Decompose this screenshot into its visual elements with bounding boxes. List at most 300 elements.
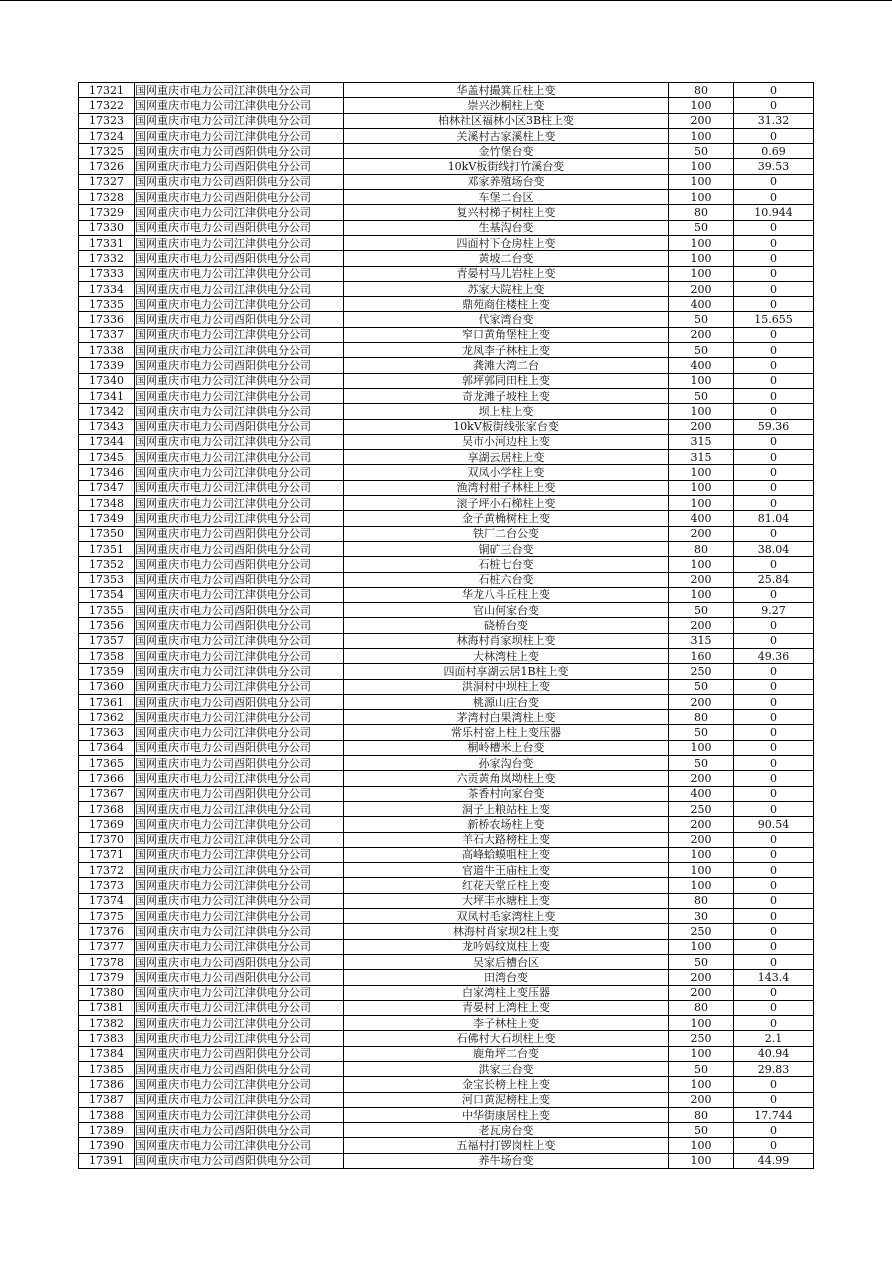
row-id-cell: 17355 [79,603,135,618]
capacity-cell: 80 [669,541,734,556]
transformer-name-cell: 金竹堡台变 [344,144,669,159]
transformer-table [78,82,814,1169]
table-row [79,327,814,342]
row-id-cell: 17374 [79,893,135,908]
capacity-cell: 100 [669,98,734,113]
value-cell: 0 [734,128,814,143]
row-id-cell: 17349 [79,511,135,526]
row-id-cell: 17366 [79,771,135,786]
capacity-cell: 400 [669,786,734,801]
capacity-cell: 100 [669,878,734,893]
transformer-name-cell: 洪家三台变 [344,1062,669,1077]
transformer-name-cell: 双凤小学柱上变 [344,465,669,480]
capacity-cell: 100 [669,587,734,602]
company-cell: 国网重庆市电力公司酉阳供电分公司 [135,312,344,327]
value-cell: 81.04 [734,511,814,526]
company-cell: 国网重庆市电力公司江津供电分公司 [135,924,344,939]
table-row [79,1107,814,1122]
row-id-cell: 17329 [79,205,135,220]
table-row [79,1153,814,1168]
company-cell: 国网重庆市电力公司酉阳供电分公司 [135,1046,344,1061]
table-row [79,343,814,358]
transformer-name-cell: 柏林社区福林小区3B柱上变 [344,113,669,128]
capacity-cell: 100 [669,1138,734,1153]
table-row [79,924,814,939]
row-id-cell: 17324 [79,128,135,143]
value-cell: 0 [734,1000,814,1015]
transformer-name-cell: 白家湾柱上变压器 [344,985,669,1000]
capacity-cell: 80 [669,1000,734,1015]
capacity-cell: 200 [669,113,734,128]
value-cell: 0 [734,450,814,465]
capacity-cell: 50 [669,954,734,969]
row-id-cell: 17341 [79,388,135,403]
company-cell: 国网重庆市电力公司江津供电分公司 [135,847,344,862]
row-id-cell: 17342 [79,404,135,419]
company-cell: 国网重庆市电力公司江津供电分公司 [135,725,344,740]
capacity-cell: 50 [669,144,734,159]
value-cell: 0 [734,832,814,847]
table-row [79,1016,814,1031]
value-cell: 0 [734,1077,814,1092]
company-cell: 国网重庆市电力公司江津供电分公司 [135,710,344,725]
row-id-cell: 17357 [79,633,135,648]
value-cell: 40.94 [734,1046,814,1061]
transformer-name-cell: 滚子坪小石梯柱上变 [344,496,669,511]
table-row [79,1123,814,1138]
row-id-cell: 17360 [79,679,135,694]
table-row [79,587,814,602]
table-row [79,312,814,327]
transformer-name-cell: 黄坡二台变 [344,251,669,266]
table-row [79,220,814,235]
value-cell: 0 [734,694,814,709]
table-body [79,83,814,1169]
company-cell: 国网重庆市电力公司酉阳供电分公司 [135,358,344,373]
value-cell: 0 [734,664,814,679]
company-cell: 国网重庆市电力公司江津供电分公司 [135,388,344,403]
value-cell: 0 [734,786,814,801]
capacity-cell: 100 [669,251,734,266]
row-id-cell: 17377 [79,939,135,954]
transformer-name-cell: 养牛场台变 [344,1153,669,1168]
company-cell: 国网重庆市电力公司江津供电分公司 [135,113,344,128]
company-cell: 国网重庆市电力公司江津供电分公司 [135,297,344,312]
company-cell: 国网重庆市电力公司酉阳供电分公司 [135,190,344,205]
company-cell: 国网重庆市电力公司酉阳供电分公司 [135,1062,344,1077]
value-cell: 0 [734,343,814,358]
capacity-cell: 100 [669,1077,734,1092]
table-row [79,144,814,159]
row-id-cell: 17340 [79,373,135,388]
row-id-cell: 17352 [79,557,135,572]
company-cell: 国网重庆市电力公司江津供电分公司 [135,83,344,98]
value-cell: 0 [734,633,814,648]
transformer-name-cell: 渔湾村柑子林柱上变 [344,480,669,495]
value-cell: 0 [734,98,814,113]
table-row [79,190,814,205]
capacity-cell: 50 [669,756,734,771]
capacity-cell: 100 [669,480,734,495]
value-cell: 0 [734,327,814,342]
table-row [79,710,814,725]
transformer-name-cell: 石佛村大石坝柱上变 [344,1031,669,1046]
transformer-name-cell: 10kV板街线张家台变 [344,419,669,434]
transformer-name-cell: 龚滩大湾二台 [344,358,669,373]
row-id-cell: 17382 [79,1016,135,1031]
value-cell: 0 [734,893,814,908]
capacity-cell: 315 [669,633,734,648]
transformer-name-cell: 坝上柱上变 [344,404,669,419]
value-cell: 0 [734,557,814,572]
table-row [79,618,814,633]
row-id-cell: 17347 [79,480,135,495]
table-row [79,128,814,143]
transformer-name-cell: 桃源山庄台变 [344,694,669,709]
capacity-cell: 200 [669,970,734,985]
capacity-cell: 100 [669,740,734,755]
transformer-name-cell: 龙凤李子林柱上变 [344,343,669,358]
table-row [79,1138,814,1153]
capacity-cell: 100 [669,939,734,954]
capacity-cell: 80 [669,1107,734,1122]
table-row [79,419,814,434]
value-cell: 0 [734,1123,814,1138]
capacity-cell: 200 [669,694,734,709]
transformer-name-cell: 孙家沟台变 [344,756,669,771]
table-row [79,633,814,648]
capacity-cell: 50 [669,679,734,694]
company-cell: 国网重庆市电力公司江津供电分公司 [135,771,344,786]
value-cell: 0 [734,281,814,296]
company-cell: 国网重庆市电力公司江津供电分公司 [135,465,344,480]
row-id-cell: 17351 [79,541,135,556]
value-cell: 0 [734,404,814,419]
company-cell: 国网重庆市电力公司酉阳供电分公司 [135,526,344,541]
value-cell: 0 [734,801,814,816]
value-cell: 29.83 [734,1062,814,1077]
table-row [79,174,814,189]
table-row [79,603,814,618]
value-cell: 0 [734,863,814,878]
transformer-name-cell: 林海村肖家坝2柱上变 [344,924,669,939]
row-id-cell: 17378 [79,954,135,969]
row-id-cell: 17325 [79,144,135,159]
row-id-cell: 17343 [79,419,135,434]
capacity-cell: 100 [669,159,734,174]
row-id-cell: 17384 [79,1046,135,1061]
row-id-cell: 17321 [79,83,135,98]
transformer-name-cell: 四面村下仓房柱上变 [344,235,669,250]
value-cell: 0 [734,587,814,602]
table-row [79,557,814,572]
company-cell: 国网重庆市电力公司江津供电分公司 [135,1107,344,1122]
table-row [79,541,814,556]
transformer-name-cell: 老瓦房台变 [344,1123,669,1138]
value-cell: 0 [734,465,814,480]
capacity-cell: 80 [669,83,734,98]
row-id-cell: 17330 [79,220,135,235]
transformer-name-cell: 红花天堂丘柱上变 [344,878,669,893]
row-id-cell: 17385 [79,1062,135,1077]
capacity-cell: 160 [669,648,734,663]
capacity-cell: 100 [669,174,734,189]
company-cell: 国网重庆市电力公司江津供电分公司 [135,480,344,495]
transformer-name-cell: 李子林柱上变 [344,1016,669,1031]
row-id-cell: 17331 [79,235,135,250]
capacity-cell: 80 [669,710,734,725]
capacity-cell: 200 [669,526,734,541]
company-cell: 国网重庆市电力公司酉阳供电分公司 [135,694,344,709]
capacity-cell: 100 [669,1016,734,1031]
company-cell: 国网重庆市电力公司江津供电分公司 [135,128,344,143]
transformer-name-cell: 吴市小河边柱上变 [344,434,669,449]
company-cell: 国网重庆市电力公司酉阳供电分公司 [135,740,344,755]
transformer-name-cell: 青晏村上湾柱上变 [344,1000,669,1015]
company-cell: 国网重庆市电力公司酉阳供电分公司 [135,557,344,572]
value-cell: 0 [734,251,814,266]
table-row [79,113,814,128]
table-row [79,970,814,985]
value-cell: 0 [734,878,814,893]
row-id-cell: 17368 [79,801,135,816]
capacity-cell: 50 [669,603,734,618]
capacity-cell: 200 [669,985,734,1000]
transformer-name-cell: 龙吟妈纹岚柱上变 [344,939,669,954]
value-cell: 0 [734,358,814,373]
company-cell: 国网重庆市电力公司江津供电分公司 [135,648,344,663]
table-row [79,1046,814,1061]
transformer-name-cell: 关溪村古家溪柱上变 [344,128,669,143]
transformer-name-cell: 青晏村马儿岩柱上变 [344,266,669,281]
table-row [79,358,814,373]
value-cell: 0 [734,740,814,755]
table-row [79,465,814,480]
value-cell: 2.1 [734,1031,814,1046]
company-cell: 国网重庆市电力公司酉阳供电分公司 [135,1153,344,1168]
company-cell: 国网重庆市电力公司酉阳供电分公司 [135,251,344,266]
row-id-cell: 17372 [79,863,135,878]
transformer-name-cell: 官山何家台变 [344,603,669,618]
table-row [79,266,814,281]
capacity-cell: 80 [669,893,734,908]
row-id-cell: 17336 [79,312,135,327]
company-cell: 国网重庆市电力公司江津供电分公司 [135,863,344,878]
row-id-cell: 17376 [79,924,135,939]
capacity-cell: 100 [669,373,734,388]
table-row [79,694,814,709]
capacity-cell: 100 [669,190,734,205]
company-cell: 国网重庆市电力公司酉阳供电分公司 [135,541,344,556]
company-cell: 国网重庆市电力公司江津供电分公司 [135,909,344,924]
transformer-name-cell: 林海村肖家坝柱上变 [344,633,669,648]
row-id-cell: 17359 [79,664,135,679]
table-row [79,664,814,679]
transformer-name-cell: 复兴村梯子树柱上变 [344,205,669,220]
value-cell: 0 [734,756,814,771]
company-cell: 国网重庆市电力公司江津供电分公司 [135,832,344,847]
table-row [79,496,814,511]
capacity-cell: 80 [669,205,734,220]
capacity-cell: 100 [669,863,734,878]
capacity-cell: 250 [669,1031,734,1046]
value-cell: 0 [734,235,814,250]
capacity-cell: 200 [669,618,734,633]
row-id-cell: 17354 [79,587,135,602]
transformer-name-cell: 郭坪郭同田柱上变 [344,373,669,388]
company-cell: 国网重庆市电力公司酉阳供电分公司 [135,786,344,801]
value-cell: 0 [734,771,814,786]
row-id-cell: 17361 [79,694,135,709]
table-row [79,1000,814,1015]
transformer-name-cell: 大林湾柱上变 [344,648,669,663]
table-row [79,205,814,220]
value-cell: 0 [734,1092,814,1107]
value-cell: 44.99 [734,1153,814,1168]
row-id-cell: 17348 [79,496,135,511]
capacity-cell: 50 [669,220,734,235]
transformer-name-cell: 车堡二台区 [344,190,669,205]
value-cell: 17.744 [734,1107,814,1122]
value-cell: 0 [734,1016,814,1031]
capacity-cell: 50 [669,343,734,358]
row-id-cell: 17379 [79,970,135,985]
company-cell: 国网重庆市电力公司江津供电分公司 [135,205,344,220]
transformer-name-cell: 鹿角坪二台变 [344,1046,669,1061]
table-row [79,526,814,541]
transformer-name-cell: 双凤村毛家湾柱上变 [344,909,669,924]
company-cell: 国网重庆市电力公司江津供电分公司 [135,633,344,648]
company-cell: 国网重庆市电力公司江津供电分公司 [135,404,344,419]
transformer-name-cell: 铜矿三台变 [344,541,669,556]
company-cell: 国网重庆市电力公司酉阳供电分公司 [135,603,344,618]
row-id-cell: 17339 [79,358,135,373]
row-id-cell: 17358 [79,648,135,663]
capacity-cell: 200 [669,281,734,296]
capacity-cell: 100 [669,557,734,572]
table-row [79,434,814,449]
transformer-name-cell: 金子黄桷树柱上变 [344,511,669,526]
transformer-name-cell: 桐岭槽米上台变 [344,740,669,755]
row-id-cell: 17387 [79,1092,135,1107]
capacity-cell: 200 [669,572,734,587]
transformer-name-cell: 10kV板街线打竹溪台变 [344,159,669,174]
company-cell: 国网重庆市电力公司酉阳供电分公司 [135,174,344,189]
transformer-name-cell: 茅湾村白果湾柱上变 [344,710,669,725]
transformer-name-cell: 石桩七台变 [344,557,669,572]
company-cell: 国网重庆市电力公司酉阳供电分公司 [135,572,344,587]
row-id-cell: 17356 [79,618,135,633]
company-cell: 国网重庆市电力公司酉阳供电分公司 [135,220,344,235]
capacity-cell: 200 [669,817,734,832]
value-cell: 0 [734,388,814,403]
transformer-name-cell: 吴家后槽台区 [344,954,669,969]
row-id-cell: 17375 [79,909,135,924]
company-cell: 国网重庆市电力公司江津供电分公司 [135,679,344,694]
table-row [79,281,814,296]
value-cell: 0 [734,909,814,924]
transformer-name-cell: 华龙八斗丘柱上变 [344,587,669,602]
company-cell: 国网重庆市电力公司江津供电分公司 [135,450,344,465]
value-cell: 0 [734,679,814,694]
row-id-cell: 17322 [79,98,135,113]
transformer-name-cell: 常乐村窑上柱上变压器 [344,725,669,740]
value-cell: 0 [734,190,814,205]
value-cell: 0 [734,710,814,725]
capacity-cell: 50 [669,1062,734,1077]
company-cell: 国网重庆市电力公司酉阳供电分公司 [135,144,344,159]
capacity-cell: 100 [669,496,734,511]
transformer-name-cell: 中华街康居柱上变 [344,1107,669,1122]
row-id-cell: 17345 [79,450,135,465]
row-id-cell: 17337 [79,327,135,342]
value-cell: 38.04 [734,541,814,556]
value-cell: 0 [734,297,814,312]
transformer-name-cell: 四面村享湖云居1B柱上变 [344,664,669,679]
capacity-cell: 250 [669,664,734,679]
transformer-name-cell: 石桩六台变 [344,572,669,587]
capacity-cell: 315 [669,450,734,465]
value-cell: 90.54 [734,817,814,832]
transformer-name-cell: 洪洞村中坝柱上变 [344,679,669,694]
value-cell: 0 [734,526,814,541]
value-cell: 0 [734,954,814,969]
row-id-cell: 17369 [79,817,135,832]
capacity-cell: 100 [669,266,734,281]
table-row [79,1031,814,1046]
company-cell: 国网重庆市电力公司江津供电分公司 [135,801,344,816]
capacity-cell: 400 [669,358,734,373]
company-cell: 国网重庆市电力公司酉阳供电分公司 [135,1123,344,1138]
capacity-cell: 50 [669,312,734,327]
capacity-cell: 200 [669,832,734,847]
row-id-cell: 17371 [79,847,135,862]
value-cell: 10.944 [734,205,814,220]
table-row [79,297,814,312]
transformer-name-cell: 代家湾台变 [344,312,669,327]
capacity-cell: 100 [669,465,734,480]
company-cell: 国网重庆市电力公司江津供电分公司 [135,496,344,511]
company-cell: 国网重庆市电力公司江津供电分公司 [135,893,344,908]
row-id-cell: 17390 [79,1138,135,1153]
capacity-cell: 30 [669,909,734,924]
value-cell: 0 [734,725,814,740]
value-cell: 0 [734,496,814,511]
transformer-name-cell: 硗桥台变 [344,618,669,633]
table-row [79,404,814,419]
table-row [79,251,814,266]
table-row [79,83,814,98]
company-cell: 国网重庆市电力公司酉阳供电分公司 [135,419,344,434]
row-id-cell: 17380 [79,985,135,1000]
transformer-name-cell: 苏家大院柱上变 [344,281,669,296]
row-id-cell: 17327 [79,174,135,189]
capacity-cell: 100 [669,1153,734,1168]
value-cell: 0 [734,174,814,189]
transformer-name-cell: 河口黄泥榜柱上变 [344,1092,669,1107]
row-id-cell: 17367 [79,786,135,801]
company-cell: 国网重庆市电力公司酉阳供电分公司 [135,756,344,771]
capacity-cell: 400 [669,297,734,312]
table-row [79,98,814,113]
value-cell: 0 [734,83,814,98]
row-id-cell: 17335 [79,297,135,312]
row-id-cell: 17373 [79,878,135,893]
capacity-cell: 50 [669,725,734,740]
company-cell: 国网重庆市电力公司江津供电分公司 [135,373,344,388]
transformer-name-cell: 大坪丰水塘柱上变 [344,893,669,908]
value-cell: 0 [734,220,814,235]
